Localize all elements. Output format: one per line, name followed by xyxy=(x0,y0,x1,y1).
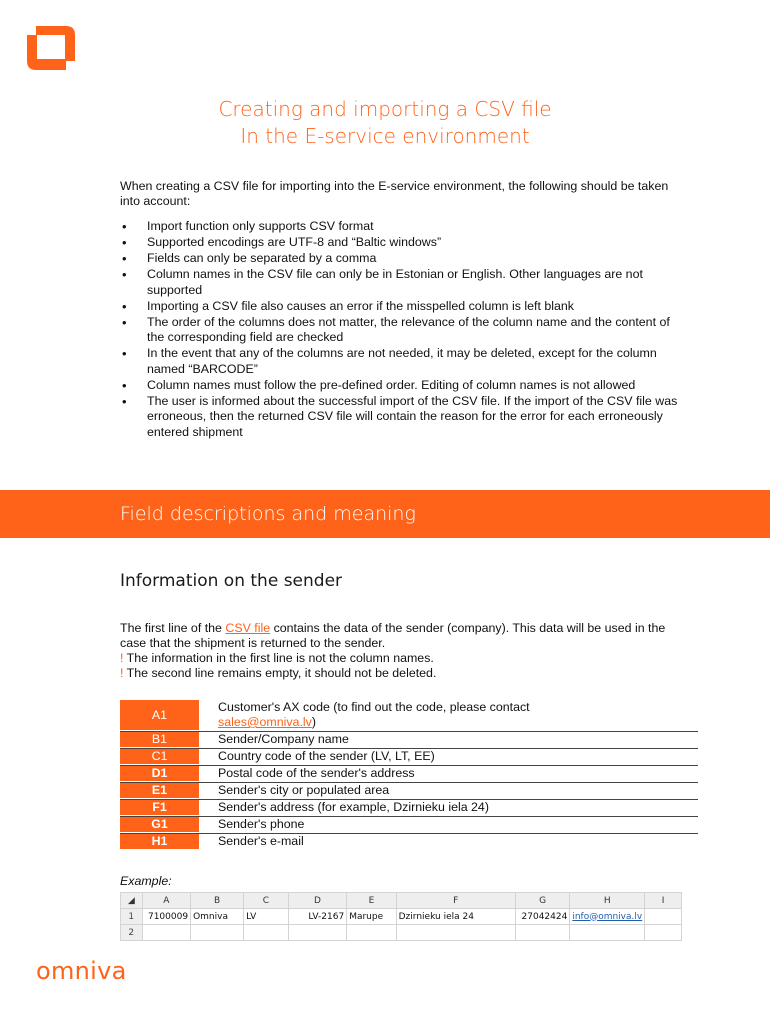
field-row xyxy=(120,834,698,850)
table-cell: LV-2167 xyxy=(288,909,346,925)
table-cell xyxy=(645,909,682,925)
table-row xyxy=(121,909,682,925)
field-description: Sender's city or populated area xyxy=(218,783,390,797)
table-cell xyxy=(142,925,190,941)
table-cell xyxy=(244,925,289,941)
field-key: A1 xyxy=(120,700,199,731)
column-header: D xyxy=(288,893,346,909)
warning-mark: ! xyxy=(120,666,124,680)
table-cell: info@omniva.lv xyxy=(570,909,645,925)
omniva-square-logo-icon xyxy=(26,25,76,71)
field-description: Postal code of the sender's address xyxy=(218,766,415,780)
example-label: Example: xyxy=(120,874,172,888)
field-row xyxy=(120,817,698,834)
field-key: D1 xyxy=(120,766,199,782)
column-header: G xyxy=(515,893,569,909)
field-key: G1 xyxy=(120,817,199,833)
section-banner xyxy=(0,490,770,538)
warning-note xyxy=(120,666,690,681)
field-description-text: Customer's AX code (to find out the code, please contact xyxy=(218,700,530,714)
document-title: Creating and importing a CSV file xyxy=(218,97,552,121)
table-cell: Marupe xyxy=(347,909,396,925)
document-subtitle: In the E-service environment xyxy=(240,124,530,148)
list-item: • The user is informed about the successful import of the CSV file. If the import of the CSV file was erroneous, then the returned CSV file will contain the reason for the error for each erroneously entered shipment xyxy=(120,394,680,441)
table-row xyxy=(121,925,682,941)
warning-note xyxy=(120,651,690,666)
table-cell xyxy=(645,925,682,941)
table-cell xyxy=(570,925,645,941)
column-header: H xyxy=(570,893,645,909)
csv-file-link[interactable]: CSV file xyxy=(225,621,271,635)
rules-list xyxy=(120,219,680,441)
list-item: • Supported encodings are UTF-8 and “Baltic windows” xyxy=(120,235,680,251)
field-description-text: ) xyxy=(311,715,316,729)
list-item: • Column names in the CSV file can only be in Estonian or English. Other languages are not supported xyxy=(120,267,680,298)
section-title: Field descriptions and meaning xyxy=(120,503,416,525)
list-item: • The order of the columns does not matter, the relevance of the column name and the content of the corresponding field are checked xyxy=(120,315,680,346)
field-table xyxy=(120,700,698,850)
field-row xyxy=(120,766,698,783)
table-cell: 27042424 xyxy=(515,909,569,925)
field-description: Sender/Company name xyxy=(218,732,349,746)
list-item: • Fields can only be separated by a comma xyxy=(120,251,680,267)
row-number: 1 xyxy=(121,909,143,925)
list-item: • Importing a CSV file also causes an error if the misspelled column is left blank xyxy=(120,299,680,315)
field-key: F1 xyxy=(120,800,199,816)
field-key: B1 xyxy=(120,732,199,748)
table-cell xyxy=(515,925,569,941)
field-row xyxy=(120,800,698,817)
column-header: E xyxy=(347,893,396,909)
field-description: Country code of the sender (LV, LT, EE) xyxy=(218,749,435,763)
field-key: H1 xyxy=(120,834,199,850)
table-cell: LV xyxy=(244,909,289,925)
table-cell xyxy=(396,925,515,941)
field-row xyxy=(120,749,698,766)
field-row xyxy=(120,783,698,800)
warning-text: The second line remains empty, it should not be deleted. xyxy=(123,666,437,680)
field-description xyxy=(199,700,698,731)
field-key: C1 xyxy=(120,749,199,765)
column-header: F xyxy=(396,893,515,909)
table-cell xyxy=(191,925,244,941)
corner-cell: ◢ xyxy=(121,893,143,909)
example-spreadsheet xyxy=(120,892,682,941)
list-item: • In the event that any of the columns are not needed, it may be deleted, except for the column named “BARCODE” xyxy=(120,346,680,377)
table-cell xyxy=(288,925,346,941)
column-header: C xyxy=(244,893,289,909)
column-header-row xyxy=(121,893,682,909)
table-cell xyxy=(347,925,396,941)
field-description: Sender's phone xyxy=(218,817,305,831)
sender-paragraph xyxy=(120,621,690,651)
warning-mark: ! xyxy=(120,651,124,665)
field-key: E1 xyxy=(120,783,199,799)
column-header: I xyxy=(645,893,682,909)
field-description: Sender's address (for example, Dzirnieku iela 24) xyxy=(218,800,489,814)
list-item: • Import function only supports CSV format xyxy=(120,219,680,235)
list-item: • Column names must follow the pre-defined order. Editing of column names is not allowed xyxy=(120,378,680,394)
column-header: B xyxy=(191,893,244,909)
paragraph-text: The first line of the xyxy=(120,621,226,635)
column-header: A xyxy=(142,893,190,909)
table-cell: Dzirnieku iela 24 xyxy=(396,909,515,925)
omniva-wordmark: omniva xyxy=(36,957,127,985)
field-row xyxy=(120,700,698,732)
table-cell: Omniva xyxy=(191,909,244,925)
sender-heading: Information on the sender xyxy=(120,571,343,591)
row-number: 2 xyxy=(121,925,143,941)
warning-text: The information in the first line is not the column names. xyxy=(123,651,434,665)
intro-paragraph: When creating a CSV file for importing into the E-service environment, the following should be taken into account: xyxy=(120,179,669,208)
table-cell: 7100009 xyxy=(142,909,190,925)
field-row xyxy=(120,732,698,749)
sales-email-link[interactable]: sales@omniva.lv xyxy=(218,715,312,729)
paragraph-text: contains the data of the sender (company). This data will be used in the case that the shipment is returned to the sender. xyxy=(120,621,666,650)
field-description: Sender's e-mail xyxy=(218,834,304,848)
